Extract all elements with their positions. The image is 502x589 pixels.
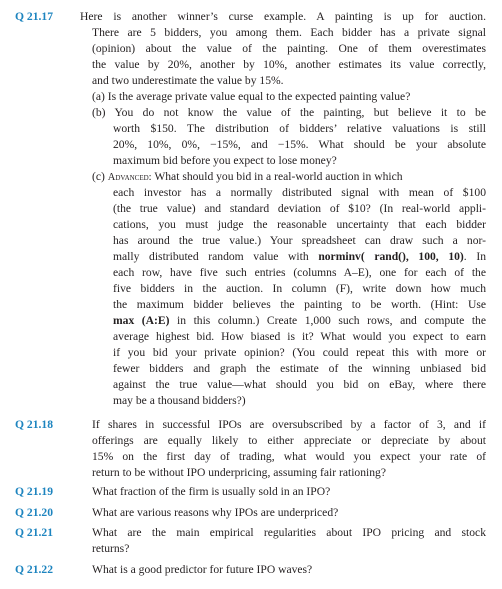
question-number: Q 21.22 <box>15 563 54 576</box>
question-number: Q 21.18 <box>15 418 54 431</box>
part-c-text: against the true value—what should you bid on eBay, where there <box>113 378 486 391</box>
part-c-text: What should you bid in a real-world auction in which <box>154 170 403 183</box>
question-text-line: the value by 20%, another by 10%, another estimates its value correctly, <box>92 58 486 71</box>
question-text-line: return to be without IPO underpricing, assuming fair rationing? <box>92 466 386 479</box>
question-text-line: 15% on the first day of trading, what would you expect your rate of <box>92 450 486 463</box>
question-text-line: Here is another winner’s curse example. A painting is up for auction. <box>80 10 486 23</box>
part-c-text: mally distributed random value with <box>113 250 319 263</box>
question-text-line: offerings are equally likely to either appreciate or depreciate by about <box>92 434 486 447</box>
question-text-line: and two underestimate the value by 15%. <box>92 74 284 87</box>
question-number: Q 21.20 <box>15 506 54 519</box>
question-text-line: What is a good predictor for future IPO waves? <box>92 563 313 576</box>
part-b-text: 20%, 10%, 0%, −15%, and −15%. What should be your absolute <box>113 138 486 151</box>
question-text-line: (opinion) about the value of the painting. One of them overestimates <box>92 42 486 55</box>
part-c-text: each investor has a normally distributed signal with mean of $100 <box>113 186 486 199</box>
question-number: Q 21.21 <box>15 526 54 539</box>
question-text-line: There are 5 bidders, you among them. Each bidder has a private signal <box>92 26 486 39</box>
question-text-line: returns? <box>92 542 130 555</box>
part-c-first-line <box>92 169 486 186</box>
part-b-text: worth $150. The distribution of bidders’ relative valuations is still <box>113 122 486 135</box>
part-c-text: five bidders in the auction. In column (F), write down how much <box>113 282 486 295</box>
part-c-text: (the true value) and standard deviation of $10? (In real-world appli- <box>113 202 486 215</box>
part-c-text: each row, have five such entries (columns A–E), one for each of the <box>113 266 486 279</box>
part-c-text: in this column.) Create 1,000 such rows, and compute the <box>169 314 486 327</box>
max-formula: max (A:E) <box>113 314 170 327</box>
part-c-text: cations, you must judge the reasonable uncertainty that each bidder <box>113 218 486 231</box>
part-c-label: (c) <box>92 170 105 183</box>
question-text-line: If shares in successful IPOs are oversubscribed by a factor of 3, and if <box>92 418 486 431</box>
part-c-max-line <box>113 313 486 329</box>
part-c-text: average highest bid. How biased is it? What would you expect to earn <box>113 330 486 343</box>
question-text-line: What are the main empirical regularities about IPO pricing and stock <box>92 526 486 539</box>
norminv-formula: norminv( rand(), 100, 10) <box>318 250 464 263</box>
part-b-text: (b) You do not know the value of the painting, but believe it to be <box>92 106 486 119</box>
question-number: Q 21.19 <box>15 485 54 498</box>
part-b-text: maximum bid before you expect to lose money? <box>113 154 337 167</box>
part-c-text: has around the true value.) Your spreadsheet can draw such a nor- <box>113 234 486 247</box>
part-c-text: . In <box>463 250 486 263</box>
part-c-text: if you bid your private opinion? (You could repeat this with more or <box>113 346 486 359</box>
part-c-text: may be a thousand bidders?) <box>113 394 246 407</box>
part-c-formula-line <box>113 249 486 265</box>
part-a-text: (a) Is the average private value equal to the expected painting value? <box>92 90 411 103</box>
question-text-line: What fraction of the firm is usually sold in an IPO? <box>92 485 331 498</box>
advanced-tag: Advanced: <box>107 172 152 183</box>
part-c-text: fewer bidders and graph the estimate of the winning unbiased bid <box>113 362 486 375</box>
question-text-line: What are various reasons why IPOs are underpriced? <box>92 506 339 519</box>
part-c-text: the maximum bidder believes the painting to be worth. (Hint: Use <box>113 298 486 311</box>
question-number: Q 21.17 <box>15 10 54 23</box>
